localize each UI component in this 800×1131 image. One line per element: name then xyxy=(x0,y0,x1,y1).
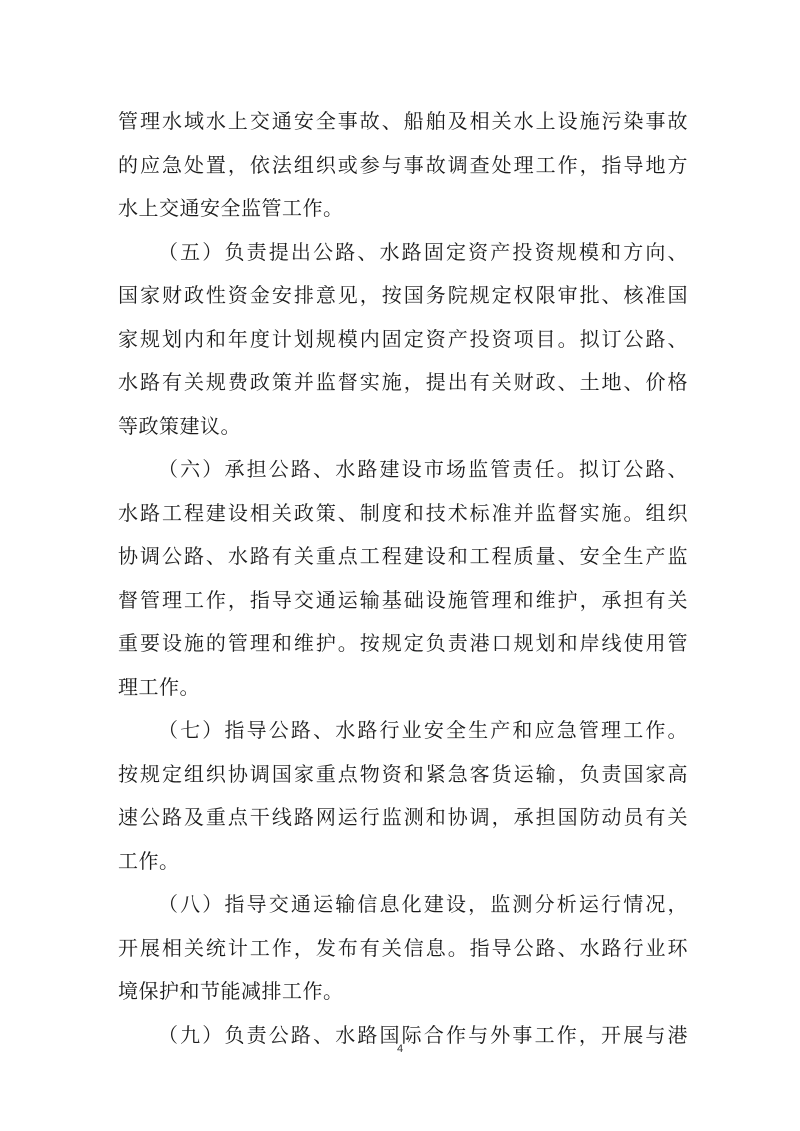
body-text-line: 等政策建议。 xyxy=(118,413,241,438)
body-text-line: 按规定组织协调国家重点物资和紧急客货运输，负责国家高 xyxy=(118,761,688,786)
body-text-line: 重要设施的管理和维护。按规定负责港口规划和岸线使用管 xyxy=(118,631,688,655)
body-text-line: （六）承担公路、水路建设市场监管责任。拟订公路、 xyxy=(158,457,688,481)
body-text-line: 国家财政性资金安排意见，按国务院规定权限审批、核准国 xyxy=(118,283,688,307)
body-text-line: （九）负责公路、水路国际合作与外事工作，开展与港 xyxy=(158,1022,688,1047)
body-text-line: （七）指导公路、水路行业安全生产和应急管理工作。 xyxy=(158,718,688,742)
body-text-line: （五）负责提出公路、水路固定资产投资规模和方向、 xyxy=(158,239,688,264)
body-text-line: 水路有关规费政策并监督实施，提出有关财政、土地、价格 xyxy=(118,370,688,394)
body-text-line: 的应急处置，依法组织或参与事故调查处理工作，指导地方 xyxy=(118,152,688,177)
body-text-line: 协调公路、水路有关重点工程建设和工程质量、安全生产监 xyxy=(118,544,688,568)
body-text-line: 督管理工作，指导交通运输基础设施管理和维护，承担有关 xyxy=(118,587,688,612)
page-number: 4 xyxy=(396,1043,404,1055)
body-text-line: 家规划内和年度计划规模内固定资产投资项目。拟订公路、 xyxy=(118,326,688,351)
body-text-line: 速公路及重点干线路网运行监测和协调，承担国防动员有关 xyxy=(118,805,688,829)
body-text-line: 水上交通安全监管工作。 xyxy=(118,196,344,220)
body-text-line: 水路工程建设相关政策、制度和技术标准并监督实施。组织 xyxy=(118,500,688,525)
body-text-line: 工作。 xyxy=(118,848,180,873)
body-text-line: （八）指导交通运输信息化建设，监测分析运行情况， xyxy=(158,892,688,916)
body-text-line: 境保护和节能减排工作。 xyxy=(118,979,344,1003)
body-text-line: 管理水域水上交通安全事故、船舶及相关水上设施污染事故 xyxy=(118,109,688,133)
body-text-line: 理工作。 xyxy=(118,674,200,699)
body-text-line: 开展相关统计工作，发布有关信息。指导公路、水路行业环 xyxy=(118,935,688,960)
